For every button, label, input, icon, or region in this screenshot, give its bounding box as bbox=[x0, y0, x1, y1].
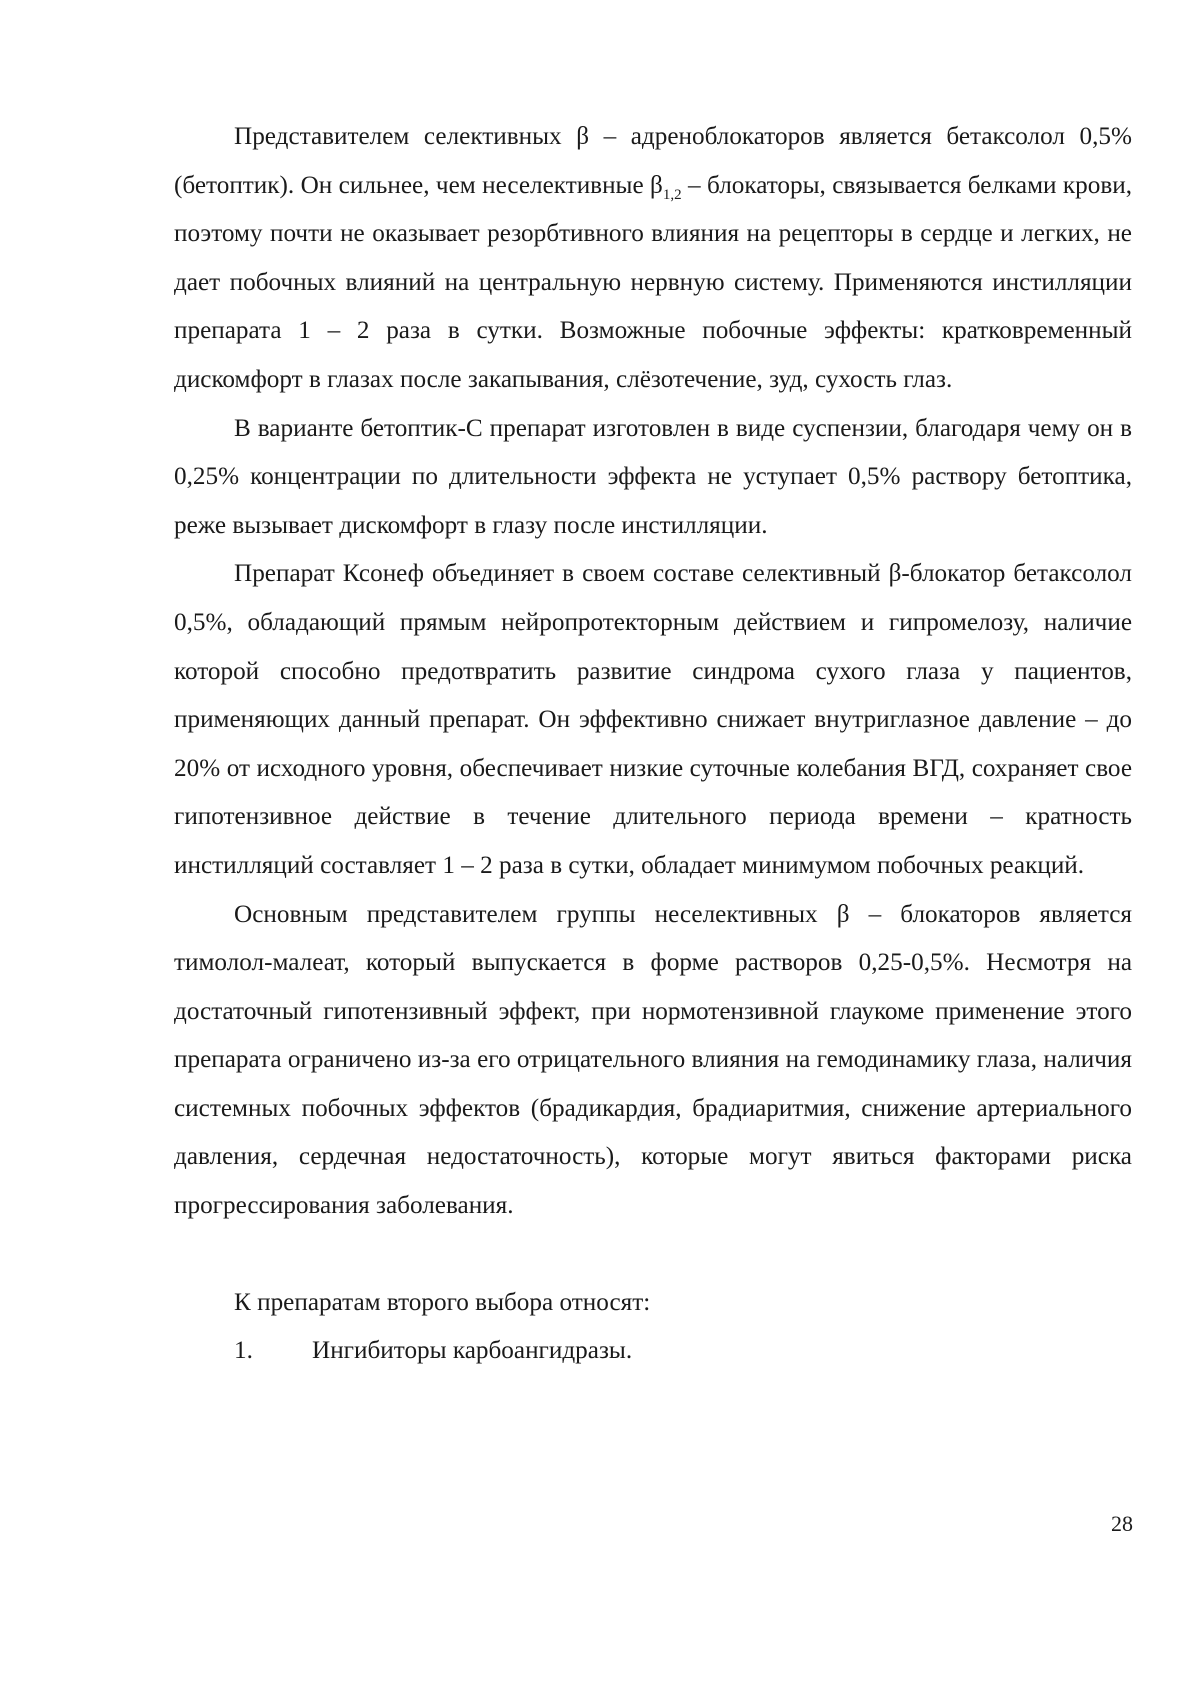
paragraph-betaxolol-text-b: – блокаторы, связывается белками крови, поэтому почти не оказывает резорбтивного влияния на рецепторы в сердце и легких, не дает побочных влияний на центральную нервную систему. Применяются инстилляции препарата 1 – 2 раза в сутки. Возможные побочные эффекты: кратковременный дискомфорт в глазах после закапывания, слёзотечение, зуд, сухость глаз. bbox=[174, 171, 1132, 393]
list-item-text: Ингибиторы карбоангидразы. bbox=[312, 1337, 633, 1365]
paragraph-betaxolol-text-a: Представителем селективных β – адреноблокаторов является бетаксолол 0,5% (бетоптик). Он сильнее, чем неселективные β bbox=[174, 123, 1132, 199]
paragraph-ksonef: Препарат Ксонеф объединяет в своем составе селективный β-блокатор бетаксолол 0,5%, обладающий прямым нейропротекторным действием и гипромелозу, наличие которой способно предотвратить развитие синдрома сухого глаза у пациентов, применяющих данный препарат. Он эффективно снижает внутриглазное давление – до 20% от исходного уровня, обеспечивает низкие суточные колебания ВГД, сохраняет свое гипотензивное действие в течение длительного периода времени – кратность инстилляций составляет 1 – 2 раза в сутки, обладает минимумом побочных реакций. bbox=[174, 560, 1132, 879]
document-body bbox=[174, 113, 1132, 1376]
paragraph-betaxolol bbox=[174, 113, 1132, 405]
list-item bbox=[174, 1327, 1132, 1376]
paragraph-timolol: Основным представителем группы неселективных β – блокаторов является тимолол-малеат, который выпускается в форме растворов 0,25-0,5%. Несмотря на достаточный гипотензивный эффект, при нормотензивной глаукоме применение этого препарата ограничено из-за его отрицательного влияния на гемодинамику глаза, наличия системных побочных эффектов (брадикардия, брадиаритмия, снижение артериального давления, сердечная недостаточность), которые могут явиться факторами риска прогрессирования заболевания. bbox=[174, 900, 1132, 1220]
list-item-number: 1. bbox=[234, 1337, 253, 1365]
beta-subscript: 1,2 bbox=[662, 186, 682, 203]
page-number: 28 bbox=[1111, 1511, 1133, 1536]
paragraph-second-choice: К препаратам второго выбора относят: bbox=[234, 1288, 651, 1316]
paragraph-betoptic-s: В варианте бетоптик-С препарат изготовлен в виде суспензии, благодаря чему он в 0,25% концентрации по длительности эффекта не уступает 0,5% раствору бетоптика, реже вызывает дискомфорт в глазу после инстилляции. bbox=[174, 414, 1132, 539]
